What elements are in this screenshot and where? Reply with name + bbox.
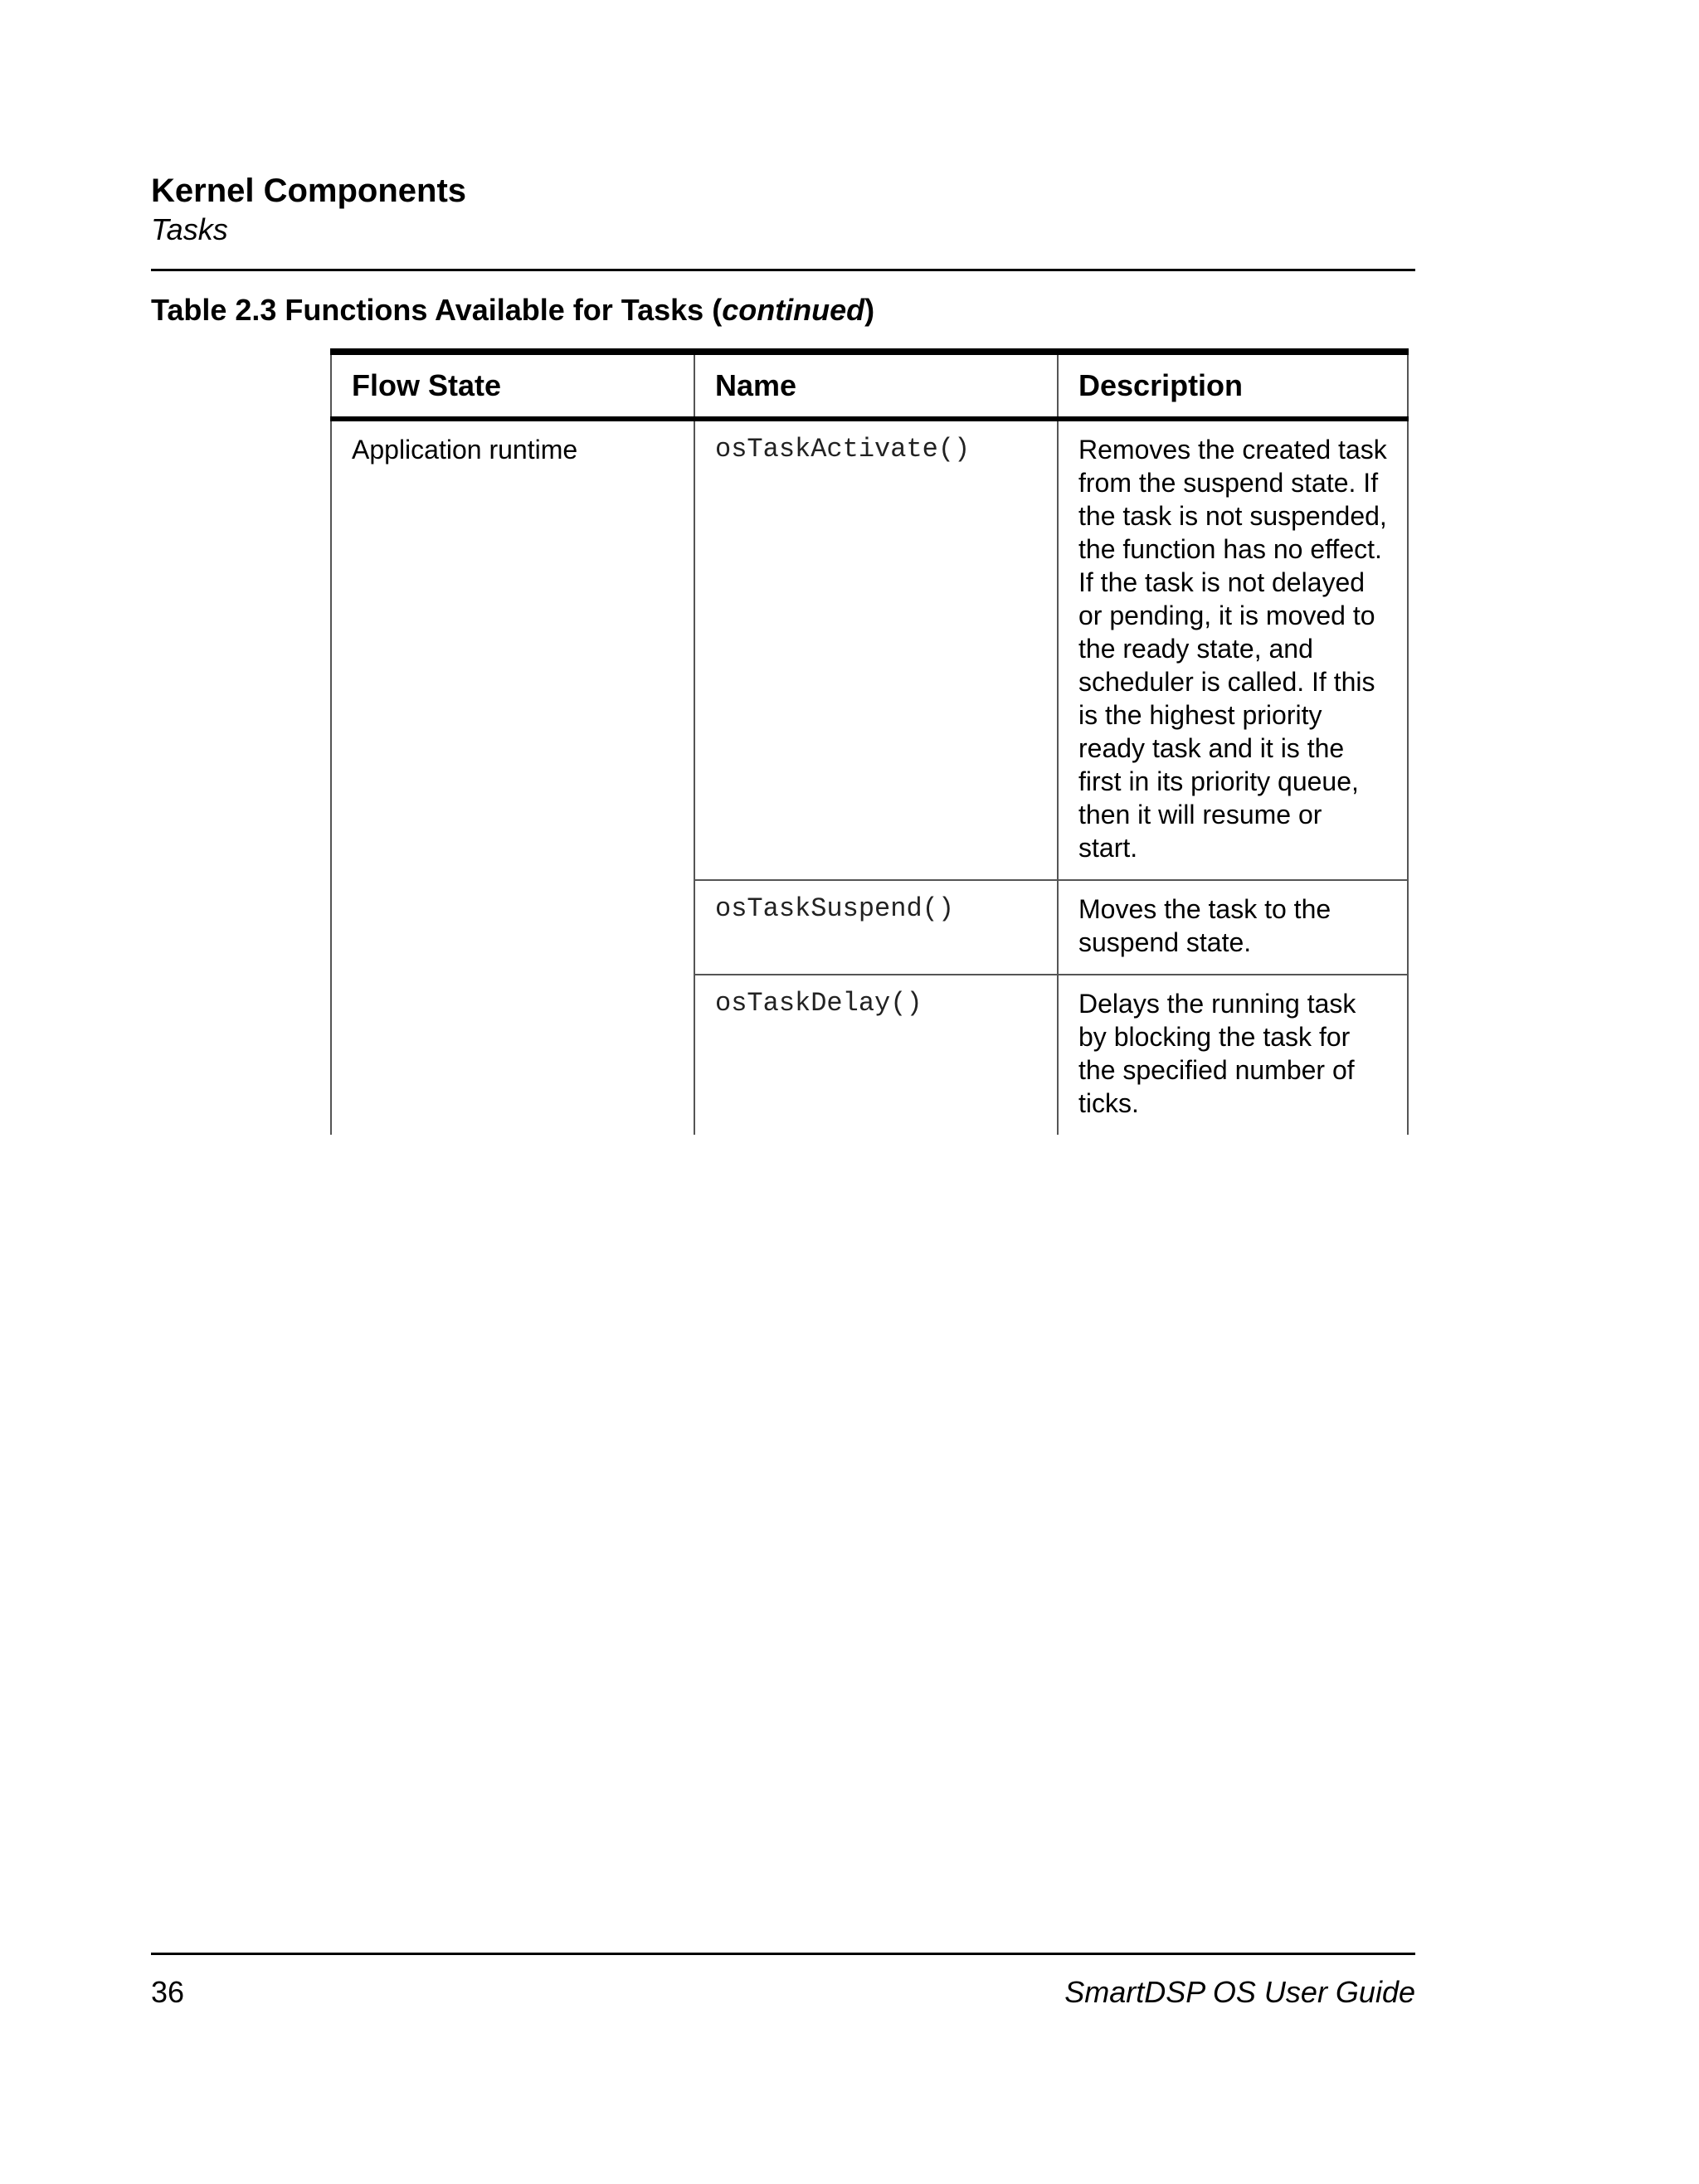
section-title: Kernel Components xyxy=(151,173,467,209)
table-row xyxy=(331,419,1408,880)
column-header-flow-state: Flow State xyxy=(331,352,694,419)
column-header-description: Description xyxy=(1058,352,1408,419)
table-caption xyxy=(151,292,874,328)
function-description-cell: Moves the task to the suspend state. xyxy=(1058,880,1408,975)
column-header-name: Name xyxy=(694,352,1058,419)
function-name-cell: osTaskDelay() xyxy=(694,975,1058,1135)
section-subtitle: Tasks xyxy=(151,212,228,246)
function-description-cell: Removes the created task from the suspend state. If the task is not suspended, the function has no effect. If the task is not delayed or pending, it is moved to the ready state, and scheduler is called. If this is the highest priority ready task and it is the first in its priority queue, then it will resume or start. xyxy=(1058,419,1408,880)
function-name-cell: osTaskSuspend() xyxy=(694,880,1058,975)
document-title: SmartDSP OS User Guide xyxy=(1064,1975,1415,2009)
footer-divider xyxy=(151,1953,1415,1955)
table-caption-prefix: Table 2.3 Functions Available for Tasks ( xyxy=(151,293,723,327)
table-caption-suffix: ) xyxy=(864,293,875,327)
function-name-cell: osTaskActivate() xyxy=(694,419,1058,880)
page-number: 36 xyxy=(151,1975,185,2009)
function-description-cell: Delays the running task by blocking the task for the specified number of ticks. xyxy=(1058,975,1408,1135)
table-header-row xyxy=(331,352,1408,419)
table-caption-continued: continued xyxy=(722,293,865,327)
header-divider xyxy=(151,269,1415,271)
flow-state-cell: Application runtime xyxy=(331,419,694,1135)
functions-table xyxy=(330,348,1409,1135)
functions-table-container xyxy=(330,348,1407,1135)
